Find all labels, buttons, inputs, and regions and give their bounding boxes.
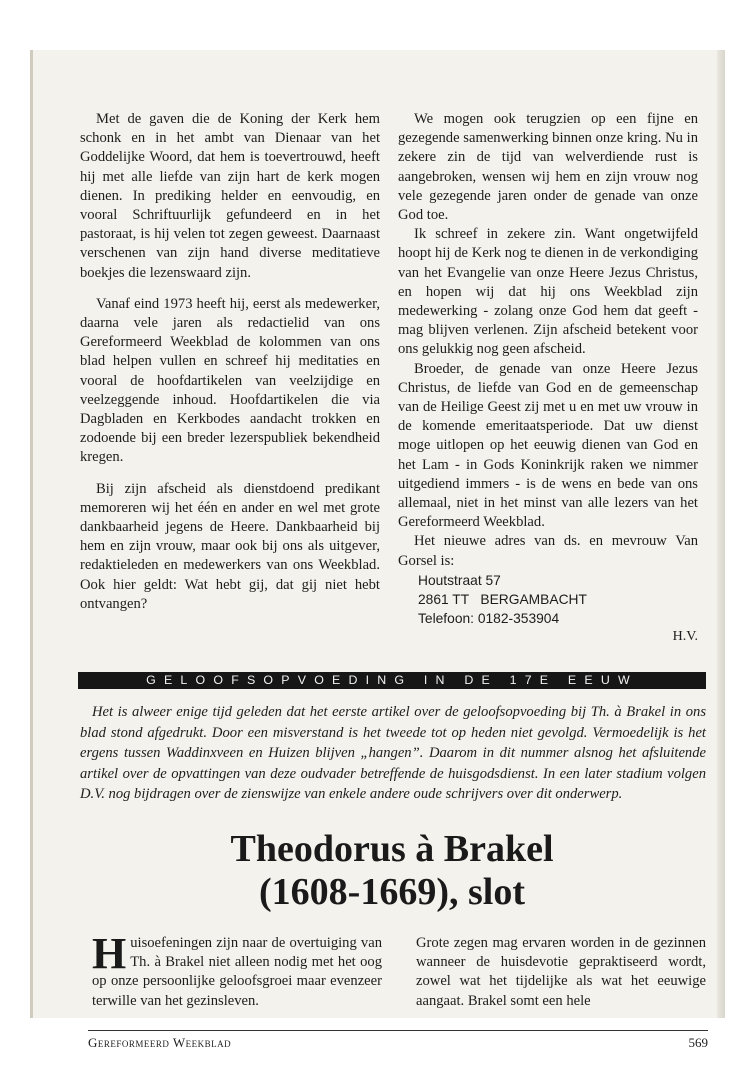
left-column [80, 110, 380, 614]
address-street: Houtstraat 57 [418, 572, 501, 588]
article-title [78, 828, 706, 914]
section-banner: GELOOFSOPVOEDING IN DE 17E EEUW [78, 672, 706, 689]
title-line-2: (1608-1669), slot [259, 871, 525, 913]
article-paragraph: Grote zegen mag ervaren worden in de gezinnen wanneer de huisdevotie gepraktiseerd wordt, zowel wat het tijdelijke als wat het eeuwige aangaat. Brakel somt een hele [416, 935, 706, 1009]
address-phone: Telefoon: 0182-353904 [418, 611, 560, 627]
page-edge-shadow [717, 50, 725, 1018]
article-paragraph: uisoefeningen zijn naar de overtuiging van Th. à Brakel niet alleen nodig met het oog op onze persoonlijke geloofsgroei maar evenzeer terwille van het gezinsleven. [92, 935, 382, 1009]
paragraph: Ik schreef in zekere zin. Want ongetwijfeld hoopt hij de Kerk nog te dienen in de verkondiging van het Evangelie van onze Heere Jezus Christus, en hopen wij dat hij ons Weekblad zijn medewerking - zolang onze God hem dat geeft - mag blijven verlenen. Zijn afscheid betekent voor ons gelukkig nog geen afscheid. [398, 226, 698, 358]
intro-paragraph: Het is alweer enige tijd geleden dat het eerste artikel over de geloofsopvoeding bij Th. à Brakel in ons blad stond afgedrukt. Door een misverstand is het tweede tot op heden niet gevolgd. Vermoedelijk is het ergens tussen Waddinxveen en Huizen blijven „hangen”. Daarom in dit nummer alsnog het afsluitende artikel over de opvattingen van deze oudvader betreffende de huisgodsdienst. In een later stadium volgen D.V. nog bijdragen over de zienswijze van enkele andere oude schrijvers over dit onderwerp. [80, 704, 706, 802]
paragraph: We mogen ook terugzien op een fijne en gezegende samenwerking binnen onze kring. Nu in zekere zin de tijd van welverdiende rust is aangebroken, wensen wij hem en zijn vrouw nog vele gezegende jaren onder de genade van onze God toe. [398, 111, 698, 224]
drop-cap: H [92, 929, 127, 978]
footer-rule [88, 1030, 708, 1031]
page-number: 569 [688, 1035, 708, 1050]
page-spine [30, 50, 33, 1018]
title-line-1: Theodorus à Brakel [230, 828, 554, 870]
article-right-column [416, 934, 706, 1011]
intro-text [80, 702, 706, 805]
paragraph: Broeder, de genade van onze Heere Jezus Christus, de liefde van God en de gemeenschap van de Heilige Geest zij met u en met uw vrouw in de komende emeritaatsperiode. Dat uw dienst moge uitlopen op het eeuwig dienen van God en het Lam - in Gods Koninkrijk raken we nimmer uitgediend immers - is de wens en bede van ons allemaal, niet in het minst van alle lezers van het Gereformeerd Weekblad. [398, 360, 698, 531]
paragraph: Het nieuwe adres van ds. en mevrouw Van Gorsel is: [398, 533, 698, 569]
paragraph: Bij zijn afscheid als dienstdoend predikant memoreren wij het één en ander en wel met grote dankbaarheid jegens de Heere. Dankbaarheid bij hem en zijn vrouw, maar ook bij ons als uitgever, redaktieleden en medewerkers van ons Weekblad. Ook hier geldt: Wat hebt gij, dat gij niet hebt ontvangen? [80, 480, 380, 612]
paragraph: Met de gaven die de Koning der Kerk hem schonk en in het ambt van Dienaar van het Goddelijke Woord, dat hem is toevertrouwd, heeft hij met alle liefde van zijn hart de kerk mogen dienen. In prediking helder en eenvoudig, en vooral Schriftuurlijk gefundeerd en in het pastoraat, is hij velen tot zegen geweest. Daarnaast verschenen van zijn hand diverse meditatieve boekjes die lezenswaard zijn. [80, 111, 380, 281]
address-block [418, 571, 698, 645]
footer-publication: Gereformeerd Weekblad [88, 1035, 232, 1050]
author-initials: H.V. [672, 629, 698, 645]
article-left-column [92, 929, 382, 1011]
paragraph: Vanaf eind 1973 heeft hij, eerst als medewerker, daarna vele jaren als redactielid van ons Gereformeerd Weekblad de kolommen van ons blad helpen vullen en schreef hij meditaties en vooral de hoofdartikelen van veelzijdige en veelzeggende inhoud. Hoofdartikelen die via Dagbladen en Kerkbodes aandacht trokken en zodoende bij een breder lezerspubliek bekendheid kregen. [80, 295, 380, 466]
right-column [398, 110, 698, 645]
magazine-page [30, 50, 725, 1050]
address-city: 2861 TT BERGAMBACHT [418, 592, 587, 608]
